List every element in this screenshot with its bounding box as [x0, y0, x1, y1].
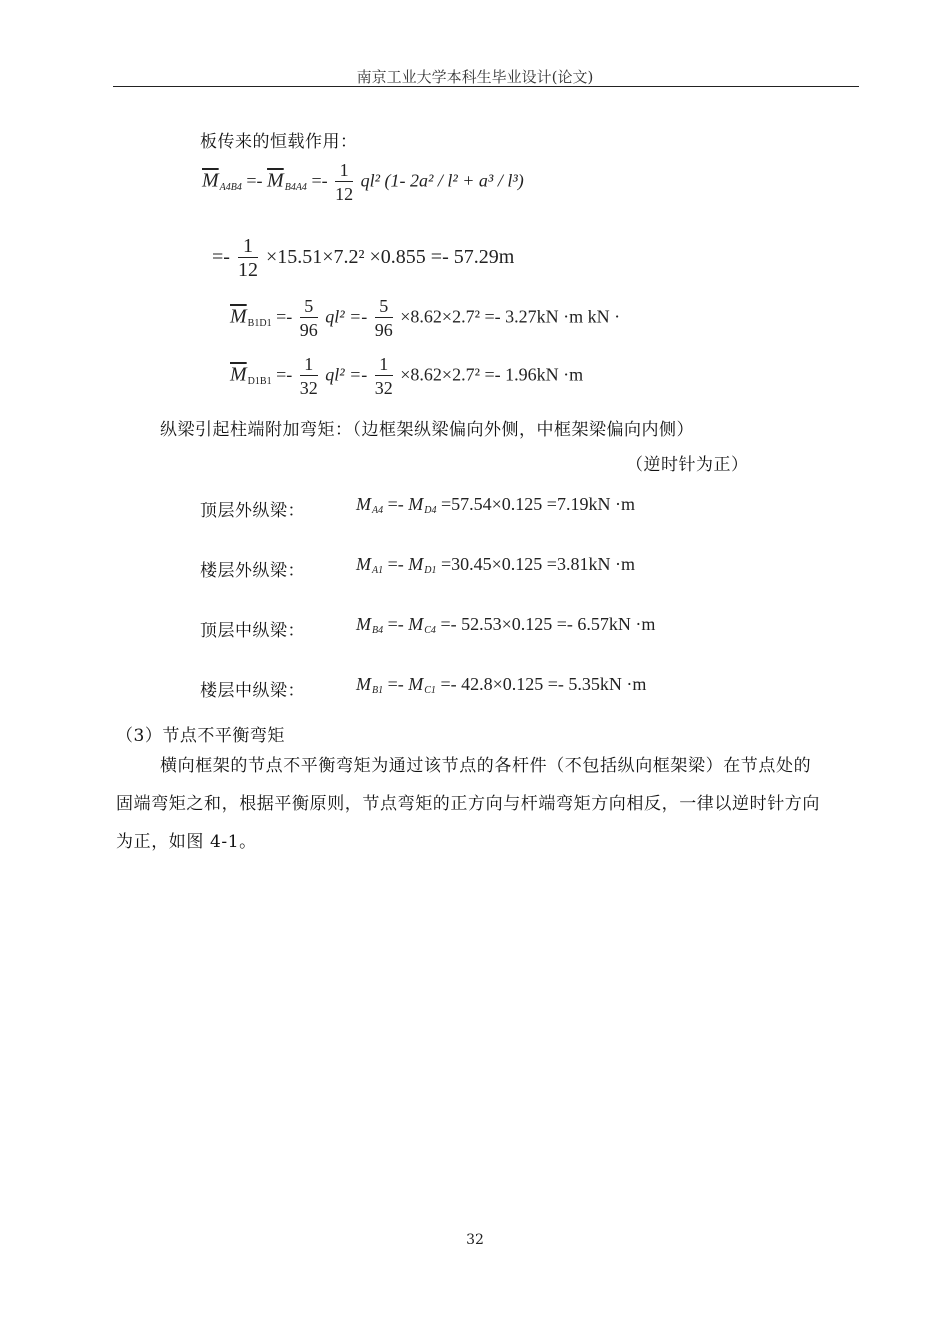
eq2-rest: ×15.51×7.2² ×0.855 =- 57.29m	[265, 246, 515, 269]
row-3-rest: =- 52.53×0.125 =- 6.57kN ·m	[440, 614, 656, 634]
eq3-rest: ×8.62×2.7² =- 3.27kN ·m kN ·	[400, 306, 621, 327]
row-4-s1: B1	[372, 685, 384, 696]
eq1-sign1: =-	[246, 170, 263, 191]
row-4-m1: M	[356, 674, 371, 694]
row-1-m2: M	[408, 494, 424, 514]
eq4-frac1-den: 32	[299, 378, 318, 398]
page-number: 32	[466, 1232, 484, 1248]
eq3-frac1-den: 96	[299, 320, 318, 340]
row-2-equation	[356, 554, 635, 576]
row-1-label: 顶层外纵梁：	[200, 501, 305, 521]
eq2-frac-den: 12	[237, 259, 258, 281]
eq1-lhs1: $\overline{M}$	[202, 169, 219, 192]
row-2-rest: =30.45×0.125 =3.81kN ·m	[441, 554, 635, 574]
eq3-frac2-den: 96	[374, 320, 393, 340]
eq4-frac2-num: 1	[375, 354, 393, 376]
eq4-rest: ×8.62×2.7² =- 1.96kN ·m	[400, 364, 584, 385]
row-4-s2: C1	[424, 685, 436, 696]
eq3-frac2-num: 5	[375, 296, 393, 318]
eq4-mid: ql² =-	[325, 364, 368, 385]
row-4-m2: M	[408, 674, 424, 694]
paragraph-line-3: 为正，如图 4-1。	[116, 832, 257, 852]
equation-1	[202, 160, 524, 205]
subsection-heading: （3）节点不平衡弯矩	[116, 726, 285, 746]
row-3-m2: M	[408, 614, 424, 634]
row-3-equation	[356, 614, 655, 636]
row-3-eq: =-	[387, 614, 404, 634]
row-2-s2: D1	[424, 565, 437, 576]
section-heading: 板传来的恒载作用：	[200, 132, 358, 152]
eq1-frac-den: 12	[335, 184, 354, 204]
eq3-sub: B1D1	[247, 317, 272, 329]
row-2-eq: =-	[387, 554, 404, 574]
eq2-prefix: =-	[212, 246, 230, 269]
row-1-equation	[356, 494, 635, 516]
row-4-equation	[356, 674, 646, 696]
eq4-lhs: $\overline{M}$	[230, 363, 247, 386]
eq4-sign1: =-	[276, 364, 293, 385]
row-2-label: 楼层外纵梁：	[200, 561, 305, 581]
eq4-frac2-den: 32	[374, 378, 393, 398]
eq3-lhs: $\overline{M}$	[230, 305, 247, 328]
eq3-fraction-2	[375, 296, 393, 341]
eq3-fraction-1	[300, 296, 318, 341]
eq2-fraction	[238, 236, 258, 281]
row-2-m2: M	[408, 554, 424, 574]
eq1-frac-num: 1	[335, 160, 353, 182]
row-2-m1: M	[356, 554, 371, 574]
equation-2	[212, 236, 514, 281]
row-3-m1: M	[356, 614, 371, 634]
row-1-s2: D4	[424, 505, 437, 516]
equation-4	[230, 354, 583, 399]
row-4-label: 楼层中纵梁：	[200, 681, 305, 701]
running-header: 南京工业大学本科生毕业设计(论文)	[356, 68, 594, 86]
row-4-rest: =- 42.8×0.125 =- 5.35kN ·m	[440, 674, 647, 694]
eq2-frac-num: 1	[238, 236, 258, 258]
sign-convention-note: （逆时针为正）	[626, 455, 749, 475]
equation-3	[230, 296, 620, 341]
row-3-s2: C4	[424, 625, 436, 636]
eq3-sign1: =-	[276, 306, 293, 327]
eq1-sub2: B4A4	[284, 181, 307, 193]
eq3-mid: ql² =-	[325, 306, 368, 327]
row-1-eq: =-	[387, 494, 404, 514]
row-3-label: 顶层中纵梁：	[200, 621, 305, 641]
longitudinal-intro: 纵梁引起柱端附加弯矩：（边框架纵梁偏向外侧，中框架梁偏向内侧）	[160, 420, 694, 440]
eq1-fraction	[335, 160, 353, 205]
eq4-frac1-num: 1	[300, 354, 318, 376]
paragraph-line-2: 固端弯矩之和，根据平衡原则，节点弯矩的正方向与杆端弯矩方向相反，一律以逆时针方向	[116, 794, 820, 814]
row-4-eq: =-	[387, 674, 404, 694]
eq3-frac1-num: 5	[300, 296, 318, 318]
row-1-m1: M	[356, 494, 371, 514]
eq1-sub1: A4B4	[219, 181, 242, 193]
eq1-lhs2: $\overline{M}$	[267, 169, 284, 192]
header-rule	[113, 86, 859, 87]
row-1-s1: A4	[372, 505, 384, 516]
eq1-rest: ql² (1- 2a² / l² + a³ / l³)	[360, 170, 524, 191]
row-1-rest: =57.54×0.125 =7.19kN ·m	[441, 494, 635, 514]
row-2-s1: A1	[372, 565, 384, 576]
eq4-sub: D1B1	[247, 375, 272, 387]
paragraph-line-1: 横向框架的节点不平衡弯矩为通过该节点的各杆件（不包括纵向框架梁）在节点处的	[160, 756, 812, 776]
eq4-fraction-2	[375, 354, 393, 399]
eq1-sign2: =-	[311, 170, 328, 191]
row-3-s1: B4	[372, 625, 384, 636]
eq4-fraction-1	[300, 354, 318, 399]
